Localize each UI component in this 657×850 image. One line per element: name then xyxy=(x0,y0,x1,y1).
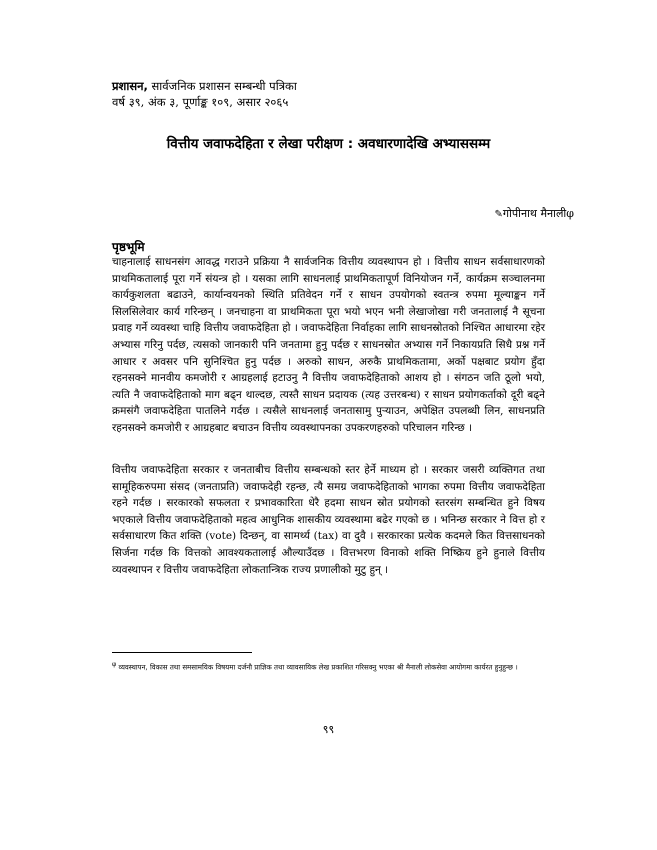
footnote-divider xyxy=(112,652,252,653)
journal-issue: वर्ष ३९, अंक ३, पूर्णाङ्क १०९, असार २०६५ xyxy=(112,95,289,109)
journal-title-line xyxy=(112,78,297,94)
paragraph-2: वित्तीय जवाफदेहिता सरकार र जनताबीच वित्तीय सम्बन्धको स्तर हेर्ने माध्यम हो । सरकार जसरी व्यक्तिगत तथा सामूहिकरुपमा संसद (जनताप्रति) जवाफदेही रहन्छ, त्यै समग्र जवाफदेहिताको भागका रुपमा वित्तीय जवाफदेहिता रहने गर्दछ । सरकारको सफलता र प्रभावकारिता धेरै हदमा साधन स्रोत प्रयोगको स्तरसंग सम्बन्धित हुने विषय भएकाले वित्तीय जवाफदेहिताको महत्व आधुनिक शासकीय व्यवस्थामा बढेर गएको छ । भनिन्छ सरकार ने वित्त हो र सर्वसाधारण कित शक्ति (vote) दिन्छन्, वा सामर्थ्य (tax) वा दुवै । सरकारका प्रत्येक कदमले कित वित्तसाधनको सिर्जना गर्दछ कि वित्तको आवश्यकतालाई औल्याउँदछ । वित्तभरण विनाको शक्ति निष्क्रिय हुने हुनाले वित्तीय व्यवस्थापन र वित्तीय जवाफदेहिता लोकतान्त्रिक राज्य प्रणालीको मुटु हुन् । xyxy=(112,464,545,576)
author-name: गोपीनाथ मैनाली xyxy=(502,207,567,220)
section-heading: पृष्ठभूमि xyxy=(112,240,145,254)
paragraph-1: चाहनालाई साधनसंग आवद्ध गराउने प्रक्रिया नै सार्वजनिक वित्तीय व्यवस्थापन हो । वित्तीय साधन सर्वसाधारणको प्राथमिकतालाई पूरा गर्ने संयन्त्र हो । यसका लागि साधनलाई प्राथमिकतापूर्ण विनियोजन गर्ने, कार्यक्रम सञ्चालनमा कार्यकुशलता बढाउने, कार्यान्वयनको स्थिति प्रतिवेदन गर्ने र साधन उपयोगको स्वतन्त्र रुपमा मूल्याङ्कन गर्ने सिलसिलेवार कार्य गरिन्छन् । जनचाहना वा प्राथमिकता पूरा भयो भएन भनी लेखाजोखा गरी जनतालाई नै सूचना प्रवाह गर्ने व्यवस्था चाहि वित्तीय जवाफदेहिता हो । जवाफदेहिता निर्वाहका लागि साधनस्रोतको निश्चित आधारमा रहेर अभ्यास गरिनु पर्दछ, त्यसको जानकारी पनि जनतामा हुनु पर्दछ र साधनस्रोत अभ्यास गर्ने निकायप्रति सिधै प्रश्न गर्ने आधार र अवसर पनि सुनिश्चित हुनु पर्दछ । अरुको साधन, अरुकै प्राथमिकतामा, अर्को पक्षबाट प्रयोग हुँदा रहनसक्ने मानवीय कमजोरी र आग्रहलाई हटाउनु नै वित्तीय जवाफदेहिताको आशय हो । संगठन जति ठूलो भयो, त्यति नै जवाफदेहिताको माग बढ्न थाल्दछ, त्यस्तै साधन प्रदायक (त्यह उत्तरबन्ध) र साधन प्रयोगकर्ताको दूरी बढ्ने क्रमसंगै जवाफदेहिता पातलिने गर्दछ । त्यसैले साधनलाई जनतासामु पुऱ्याउन, अपेक्षित उपलब्धी लिन, साधनप्रति रहनसक्ने कमजोरी र आग्रहबाट बचाउन वित्तीय व्यवस्थापनका उपकरणहरुको परिचालन गरिन्छ । xyxy=(112,256,545,434)
footnote-marker: φ xyxy=(112,661,117,668)
journal-subtitle: सार्वजनिक प्रशासन सम्बन्धी पत्रिका xyxy=(151,79,297,93)
journal-name: प्रशासन, xyxy=(112,79,148,93)
footnote-text: व्यवस्थापन, विकास तथा समसामयिक विषयमा दर्जनौ प्राज्ञिक तथा व्यावसायिक लेख प्रकाशित गरिसक्नु भएका श्री मैनाली लोकसेवा आयोगमा कार्यरत हुनुहुन्छ । xyxy=(118,663,518,672)
page-number: ९९ xyxy=(322,723,335,736)
footnote xyxy=(112,659,545,673)
author-line xyxy=(494,206,574,221)
author-footnote-symbol: φ xyxy=(566,207,574,220)
pen-icon: ✎ xyxy=(494,209,503,220)
journal-header xyxy=(112,78,297,110)
article-title: वित्तीय जवाफदेहिता र लेखा परीक्षण : अवधारणादेखि अभ्याससम्म xyxy=(166,136,491,152)
